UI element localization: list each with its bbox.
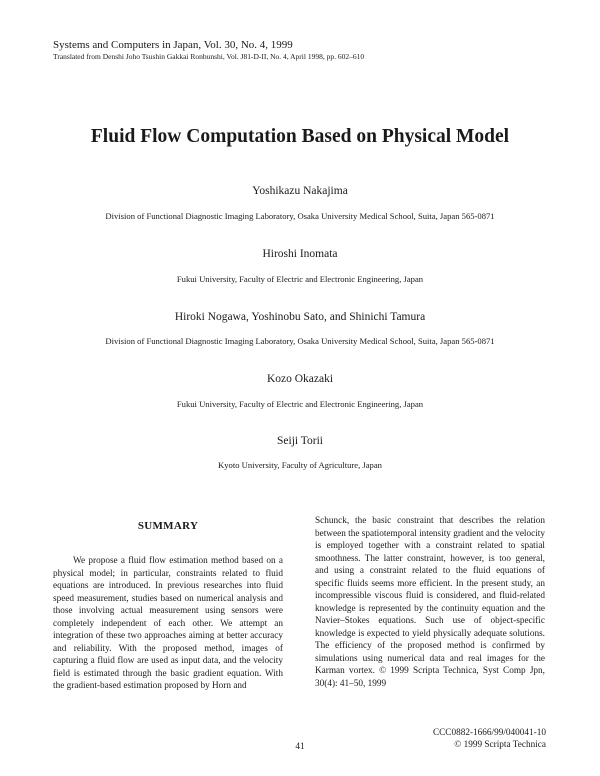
translation-note: Translated from Denshi Joho Tsushin Gakkai Ronbunshi, Vol. J81-D-II, No. 4, April 1998, pp. 602–610: [53, 52, 365, 61]
affiliation-4: Fukui University, Faculty of Electric and Electronic Engineering, Japan: [176, 399, 424, 409]
page-number: 41: [295, 742, 305, 752]
summary-heading: SUMMARY: [137, 520, 199, 532]
affiliation-1: Division of Functional Diagnostic Imaging Laboratory, Osaka University Medical School, Suita, Japan 565-0871: [105, 211, 495, 221]
affiliation-5: Kyoto University, Faculty of Agriculture, Japan: [218, 460, 382, 470]
affiliation-2: Fukui University, Faculty of Electric and Electronic Engineering, Japan: [176, 274, 424, 284]
author-names-4: Kozo Okazaki: [266, 373, 334, 385]
affiliation-3: Division of Functional Diagnostic Imaging Laboratory, Osaka University Medical School, Suita, Japan 565-0871: [105, 336, 495, 346]
author-names-1: Yoshikazu Nakajima: [252, 185, 348, 197]
summary-left-column: We propose a fluid flow estimation method based on a physical model; in particular, constraints related to fluid equations are introduced. In previous researches into fluid speed measurement, studies based on numerical analysis and those involving actual measurement using sensors were completely independent of each other. We attempt an integration of these two approaches aiming at better accuracy and reliability. With the proposed method, images of capturing a fluid flow are used as input data, and the velocity field is estimated through the basic gradient equation. With the gradient-based estimation proposed by Horn and: [53, 556, 283, 691]
ccc-code: CCC0882-1666/99/040041-10: [432, 728, 546, 738]
paper-title: Fluid Flow Computation Based on Physical Model: [90, 126, 510, 147]
author-names-3: Hiroki Nogawa, Yoshinobu Sato, and Shinichi Tamura: [174, 311, 426, 323]
copyright-line: © 1999 Scripta Technica: [454, 740, 546, 750]
summary-right-column: Schunck, the basic constraint that describes the relation between the spatiotemporal intensity gradient and the velocity is employed together with a constraint related to spatial smoothness. The latter constraint, however, is too general, and using a constraint related to the fluid equations of specific fluids seems more efficient. In the present study, an incompressible viscous fluid is considered, and fluid-related knowledge is represented by the continuity equation and the Navier–Stokes equations. Such use of object-specific knowledge is expected to yield physically adequate solutions. The efficiency of the proposed method is confirmed by simulations using numerical data and real images for the Karman vortex. © 1999 Scripta Technica, Syst Comp Jpn, 30(4): 41–50, 1999: [315, 516, 545, 689]
author-names-2: Hiroshi Inomata: [262, 248, 338, 260]
author-names-5: Seiji Torii: [277, 435, 323, 447]
journal-citation: Systems and Computers in Japan, Vol. 30, No. 4, 1999: [53, 39, 293, 51]
